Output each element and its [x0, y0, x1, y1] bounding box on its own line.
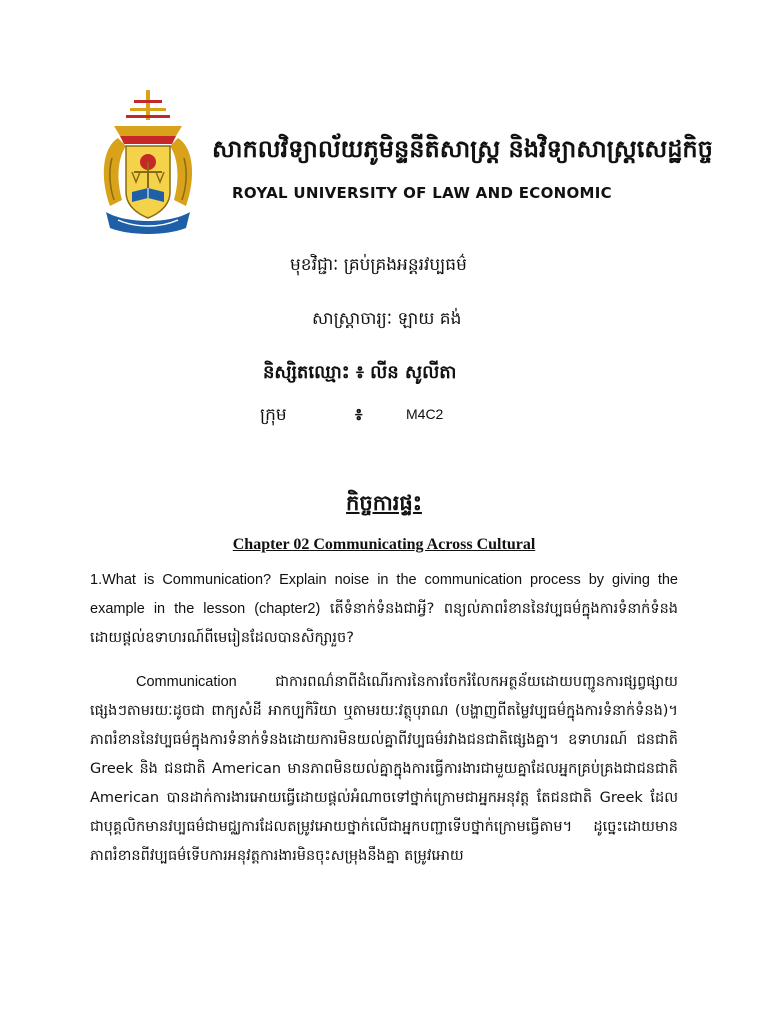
question-paragraph — [90, 566, 678, 653]
question-khmer: តើទំនាក់ទំនងជាអ្វី? ពន្យល់ភាពរំខាននៃវប្បធម៌ក្នុងការទំនាក់ទំនងដោយផ្តល់ឧទាហរណ៍ពីមេរៀនដែលបានសិក្សារួច? — [90, 601, 678, 646]
group-separator: ៖ — [355, 405, 363, 425]
group-label: ក្រុម — [260, 405, 287, 425]
lecturer-value: ឡាយ គង់ — [397, 309, 462, 329]
subject-value: គ្រប់គ្រងអន្តរវប្បធម៌ — [343, 255, 467, 275]
group-value: M4C2 — [406, 406, 444, 422]
homework-title — [0, 490, 768, 521]
homework-title-text: កិច្ចការផ្ទះ — [346, 491, 422, 515]
lecturer-row — [312, 308, 461, 333]
student-row — [263, 360, 456, 387]
answer-lead: Communication — [136, 674, 237, 690]
subject-row — [290, 254, 467, 279]
student-label: និស្សិតឈ្មោះ — [263, 362, 350, 383]
answer-paragraph — [90, 668, 678, 871]
question-english: 1.What is Communication? Explain noise in the communication process by giving the example in the lesson (chapter2) — [90, 572, 678, 617]
subject-label: មុខវិជ្ជាៈ — [290, 255, 339, 275]
student-separator: ៖ — [355, 362, 364, 383]
group-row — [260, 404, 444, 429]
university-name-english: ROYAL UNIVERSITY OF LAW AND ECONOMIC — [232, 184, 612, 202]
chapter-title: Chapter 02 Communicating Across Cultural — [232, 536, 536, 553]
answer-body: ជាការពណ៌នាពីដំណើរការនៃការចែករំលែកអត្ថន័យដោយបញ្ជូនការផ្សព្វផ្សាយ ផ្សេងៗតាមរយៈដូចជា ពាក្យសំដី អាកប្បកិរិយា ឬតាមរយៈវត្ថុបុរាណ (បង្ហាញពីតម្លៃវប្បធម៌ក្នុងការទំនាក់ទំនង)។ ភាពរំខាននៃវប្បធម៌ក្នុងការទំនាក់ទំនងដោយការមិនយល់គ្នាពីវប្បធម៌រវាងជនជាតិផ្សេងគ្នា។ ឧទាហរណ៍ ជនជាតិ Greek និង ជនជាតិ American មានភាពមិនយល់គ្នាក្នុងការធ្វើការងារជាមួយគ្នាដែលអ្នកគ្រប់គ្រងជាជនជាតិ American បានដាក់ការងារអោយធ្វើដោយផ្តល់អំណាចទៅថ្នាក់ក្រោមជាអ្នកអនុវត្ត តែជនជាតិ Greek ដែលជាបុគ្គលិកមានវប្បធម៌ជាមជ្ឈការដែលតម្រូវអោយថ្នាក់លើជាអ្នកបញ្ជាទើបថ្នាក់ក្រោមធ្វើតាម។ ដូច្នេះដោយមានភាពរំខានពីវប្បធម៌ទើបការអនុវត្តការងារមិនចុះសម្រុងនឹងគ្នា តម្រូវអោយ — [90, 674, 678, 864]
university-logo — [96, 88, 200, 238]
royal-university-crest-icon — [96, 88, 200, 238]
university-name-khmer: សាកលវិទ្យាល័យភូមិន្ទនីតិសាស្ត្រ និងវិទ្យាសាស្ត្រសេដ្ឋកិច្ច — [212, 135, 713, 163]
student-value: លីន សូលីតា — [370, 362, 457, 383]
lecturer-label: សាស្ត្រាចារ្យៈ — [312, 309, 393, 329]
chapter-heading — [0, 536, 768, 554]
